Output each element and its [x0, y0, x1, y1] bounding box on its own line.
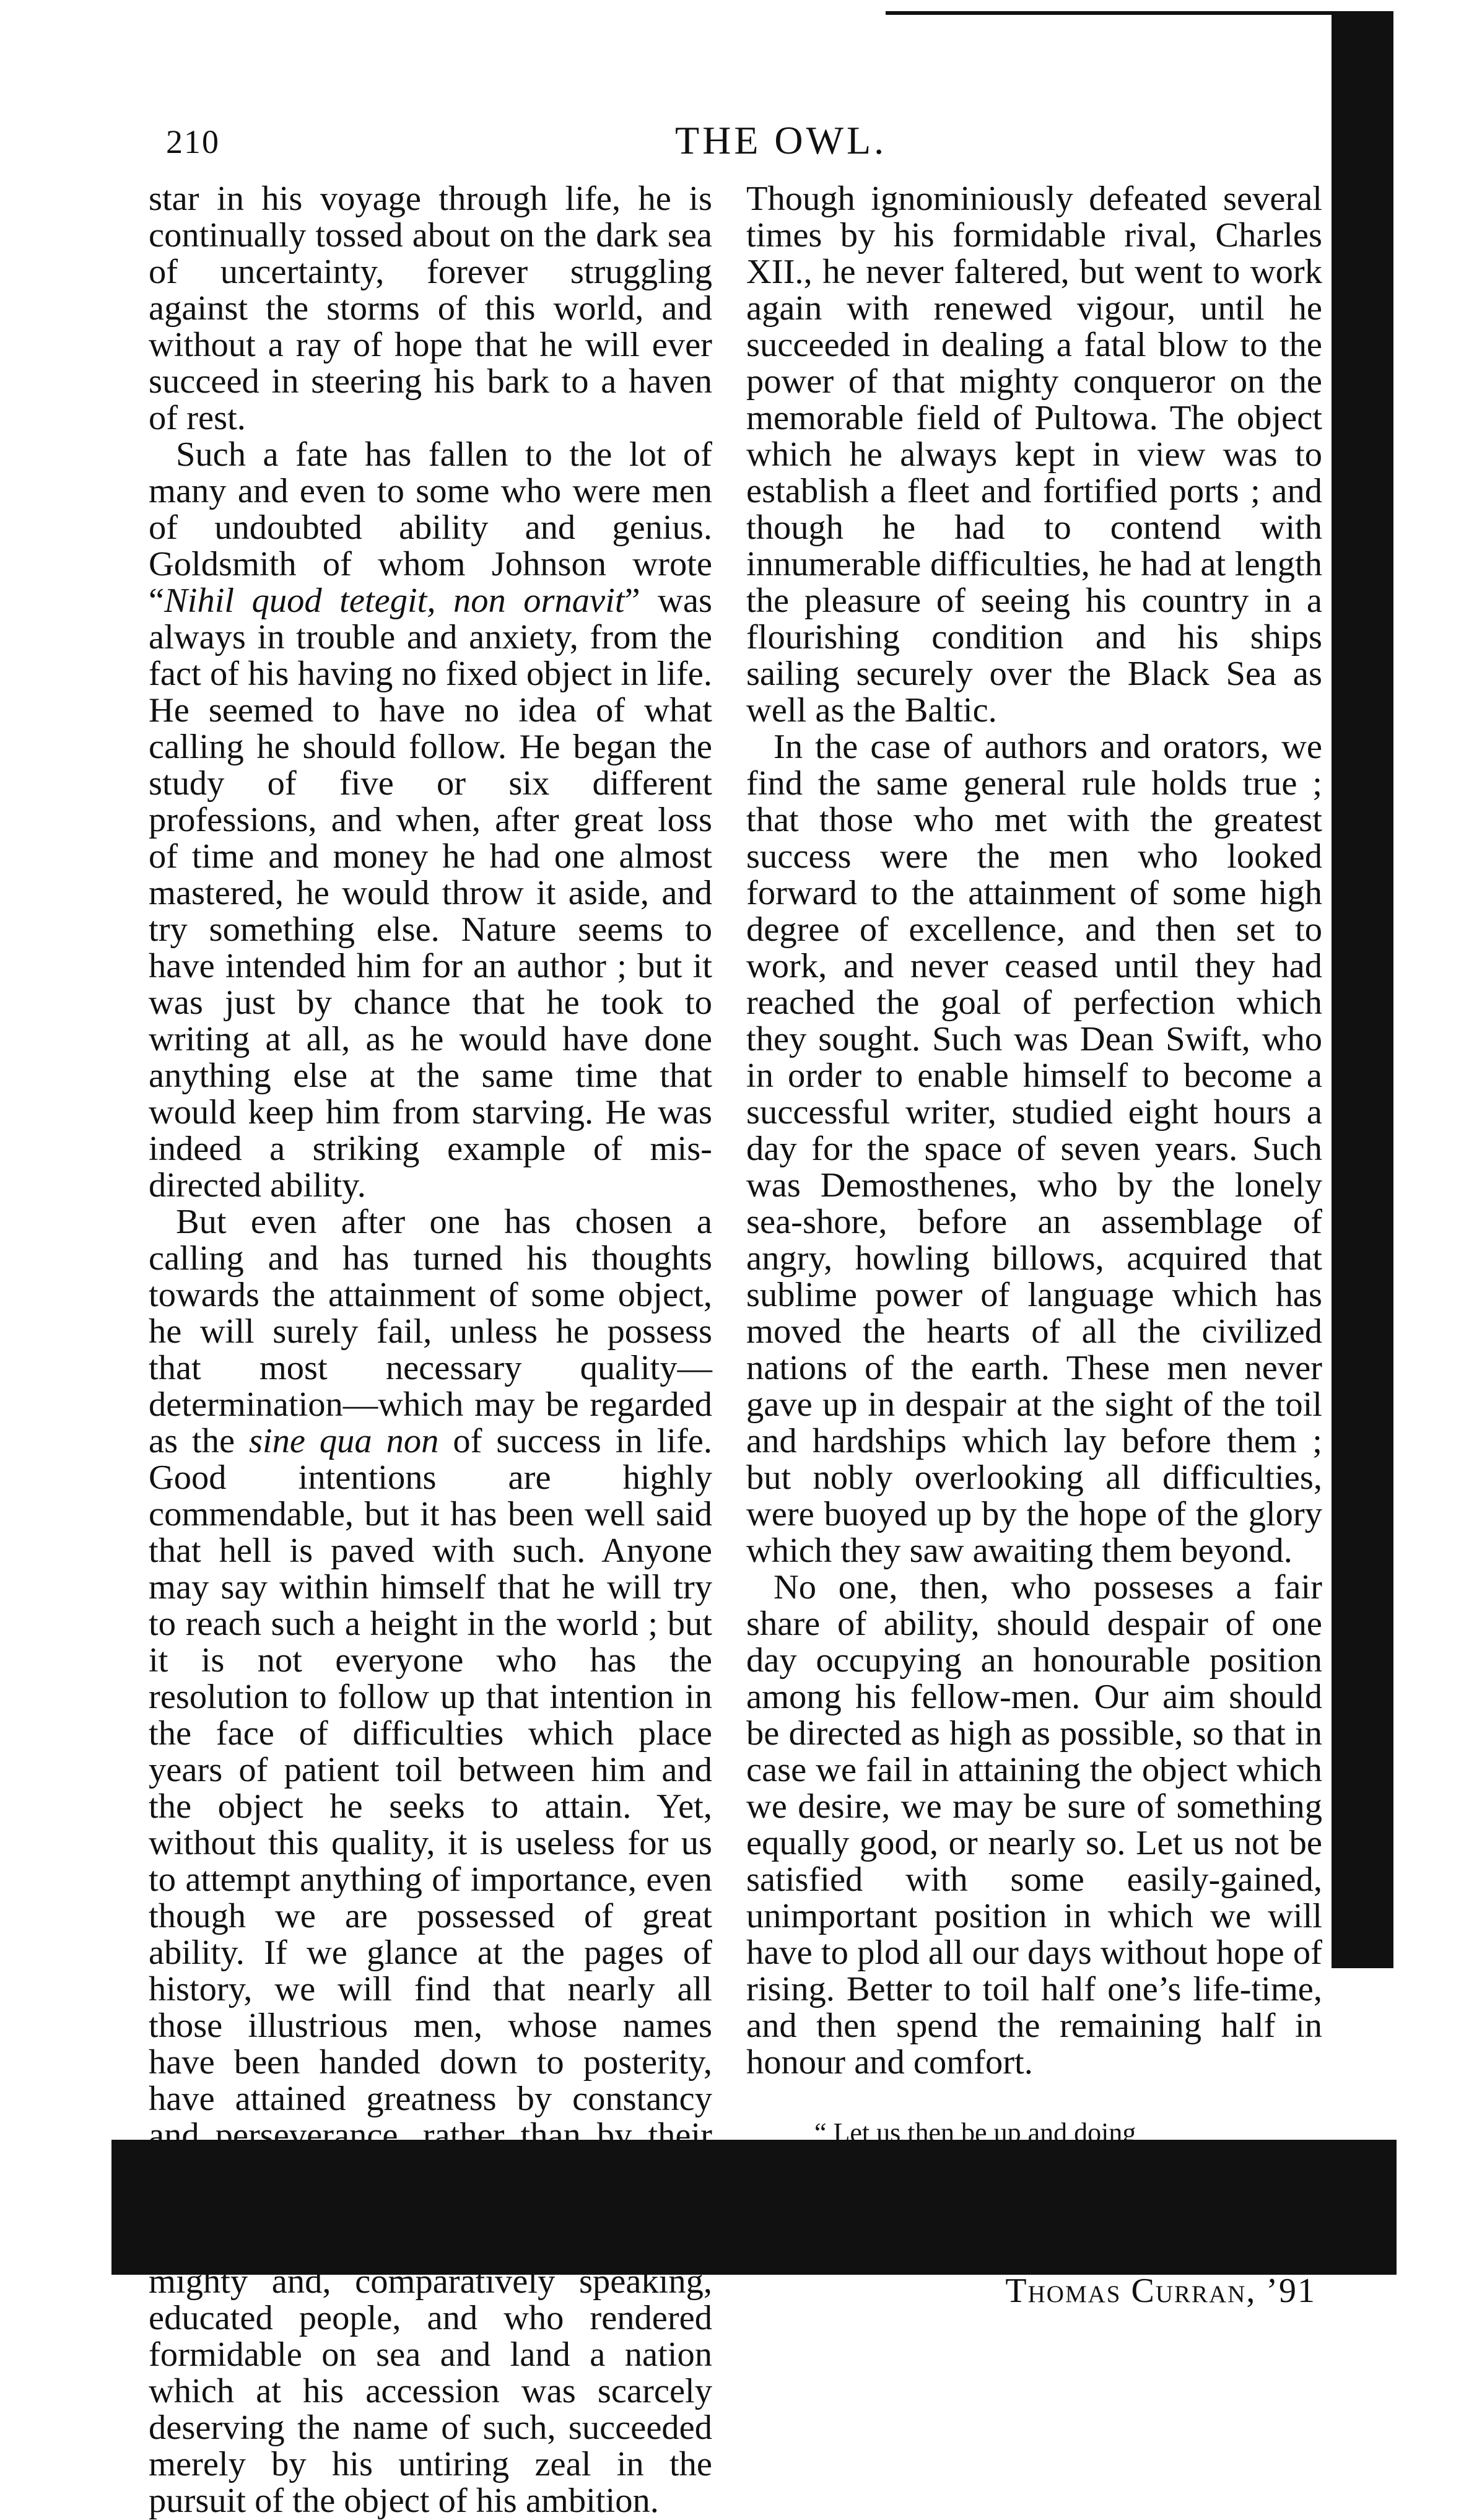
latin-phrase: sine qua non — [248, 1422, 439, 1460]
right-column — [746, 181, 1322, 2309]
paragraph: No one, then, who posseses a fair share of ability, should despair of one day occupying an honourable position among his fellow-men. Our aim should be directed as high as possible, so that in case we fail in attaining the object which we desire, we may be sure of something equally good, or nearly so. Let us not be satisfied with some easily-gained, unimportant position in which we will have to plod all our days without hope of rising. Better to toil half one’s life-time, and then spend the remaining half in honour and comfort. — [746, 1568, 1322, 2082]
text-run: But even after one has chosen a calling and has turned his thoughts towards the attainment of some object, he will surely fail, unless he possess that most necessary quality—determination—which may be regarded as the — [149, 1203, 712, 1460]
running-head: THE OWL. — [675, 118, 887, 162]
latin-quote: Nihil quod tetegit, non ornavit — [164, 582, 625, 620]
verse-line: Learn to labour and to wait.” — [861, 2214, 1177, 2244]
author-signature: Thomas Curran, ’91 — [1005, 2272, 1316, 2310]
paragraph: Peter the Great, who transformed some hordes of semi-barbarians into a mighty and, comparatively speaking, educated people, and who rendered formidable on sea and land a nation which at his accession was scarcely deserving the name of such, succeeded merely by his untiring zeal in the pursuit of the object of his ambition. — [149, 2189, 712, 2520]
scan-border-right — [1332, 11, 1393, 1968]
verse-line: Still achieving, still pursuing, — [814, 2182, 1136, 2212]
page-number: 210 — [166, 123, 220, 160]
paragraph — [149, 437, 712, 1204]
paragraph: star in his voyage through life, he is continually tossed about on the dark sea of uncertainty, forever struggling against the storms of this world, and without a ray of hope that he will ever succeed in steering his bark to a haven of rest. — [149, 180, 712, 437]
paragraph — [149, 1204, 712, 2191]
verse-quote — [814, 2117, 1322, 2246]
text-run: Such a fate has fallen to the lot of many and even to some who were men of undoubted ability and genius. Goldsmith of whom Johnson wrote “ — [149, 435, 712, 620]
text-run: ” was always in trouble and anxiety, from the fact of his having no fixed object in life. He seemed to have no idea of what calling he should follow. He began the study of five or six different professions, and when, after great loss of time and money he had one almost mastered, he would throw it aside, and try something else. Nature seems to have intended him for an author ; but it was just by chance that he took to writing at all, as he would have done anything else at the same time that would keep him from starving. He was indeed a striking example of mis-directed ability. — [149, 582, 712, 1205]
paragraph: In the case of authors and orators, we find the same general rule holds true ; that those who met with the greatest success were the men who looked forward to the attainment of some high degree of excellence, and then set to work, and never ceased until they had reached the goal of perfection which they sought. Such was Dean Swift, who in order to enable himself to become a successful writer, studied eight hours a day for the space of seven years. Such was Demosthenes, who by the lonely sea-shore, before an assemblage of angry, howling billows, acquired that sublime power of language which has moved the hearts of all the civilized nations of the earth. These men never gave up in despair at the sight of the toil and hardships which lay before them ; but nobly overlooking all difficulties, were buoyed up by the hope of the glory which they saw awaiting them beyond. — [746, 728, 1322, 1570]
verse-line: “ Let us then be up and doing — [814, 2117, 1136, 2148]
paragraph: Though ignominiously defeated several times by his formidable rival, Charles XII., he never faltered, but went to work again with renewed vigour, until he succeeded in dealing a fatal blow to the power of that mighty conqueror on the memorable field of Pultowa. The object which he always kept in view was to establish a fleet and fortified ports ; and though he had to contend with innumerable difficulties, he had at length the pleasure of seeing his country in a flourishing condition and his ships sailing securely over the Black Sea as well as the Baltic. — [746, 180, 1322, 730]
left-column — [149, 181, 712, 2519]
text-run: of success in life. Good intentions are highly commendable, but it has been well said that hell is paved with such. Anyone may say within himself that he will try to reach such a height in the world ; but it is not everyone who has the resolution to follow up that intention in the face of difficulties which place years of patient toil between him and the object he seeks to attain. Yet, without this quality, it is useless for us to attempt anything of importance, even though we are possessed of great ability. If we glance at the pages of history, we will find that nearly all those illustrious men, whose names have been handed down to posterity, have attained greatness by constancy and perseverance, rather than by their genius, however great it may have been. — [149, 1422, 713, 2191]
scan-border-top — [886, 11, 1393, 15]
verse-line: With a heart for any fate ; — [833, 2150, 1114, 2180]
page-header — [155, 118, 1319, 172]
